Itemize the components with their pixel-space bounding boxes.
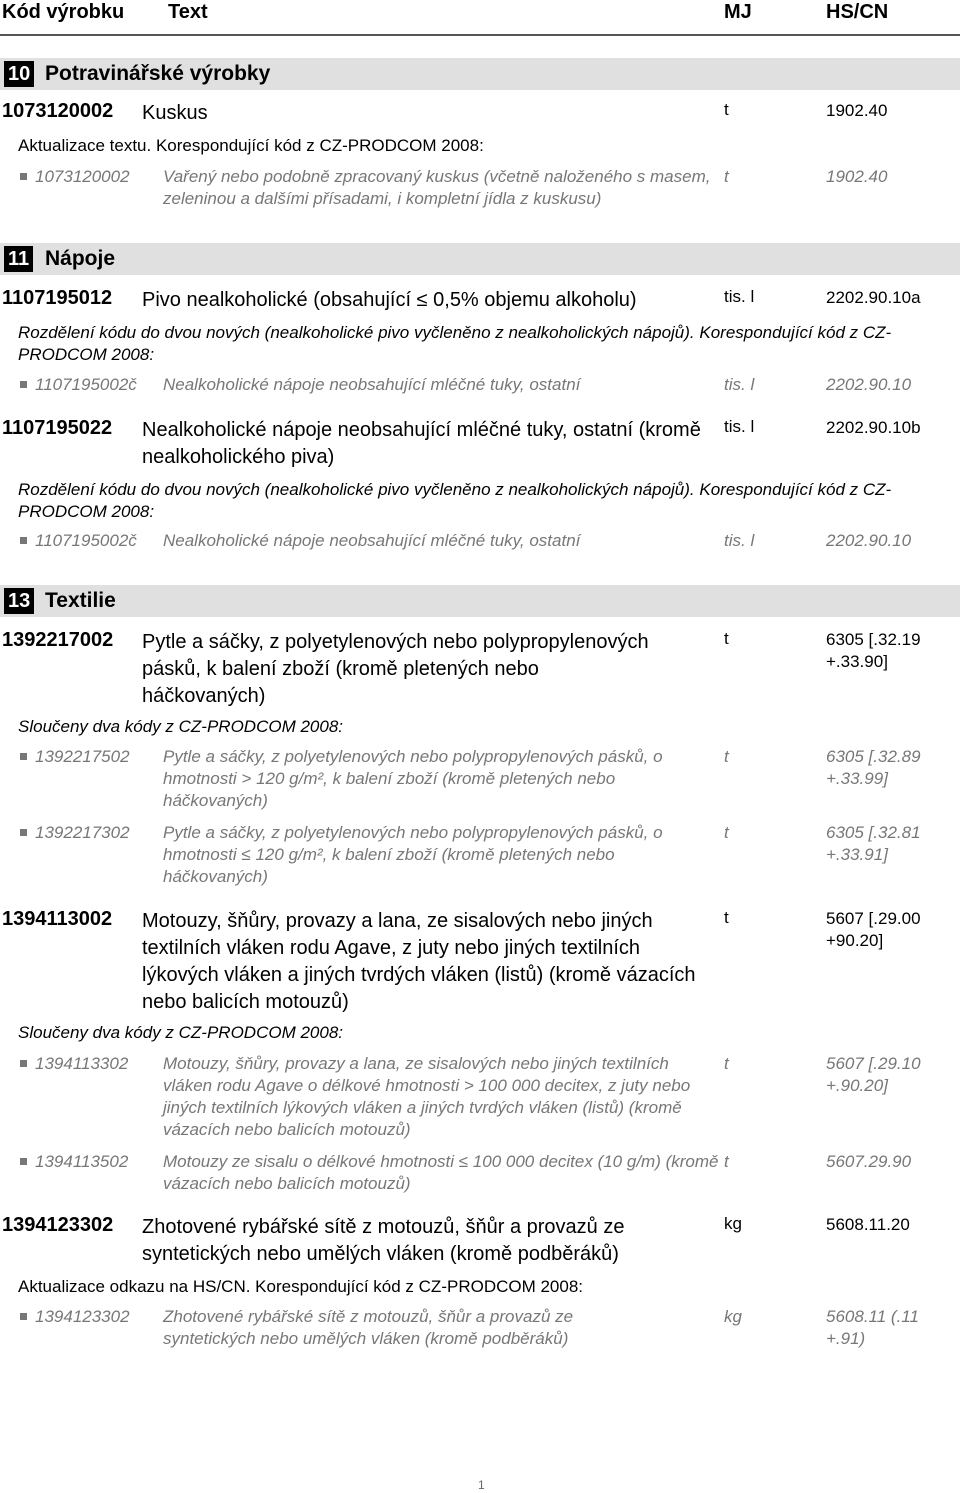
- bullet-icon: [20, 829, 27, 836]
- product-mj: t: [724, 100, 729, 119]
- sub-code: 1392217302: [35, 823, 130, 842]
- sub-mj: t: [724, 1054, 729, 1073]
- sub-mj: kg: [724, 1307, 742, 1326]
- sub-mj: tis. l: [724, 375, 755, 394]
- product-note: Sloučeny dva kódy z CZ-PRODCOM 2008:: [18, 1023, 344, 1042]
- sub-text: Motouzy, šňůry, provazy a lana, ze sisalových nebo jiných textilních vláken rodu Agave o délkové hmotnosti > 100 000 decitex, z juty nebo jiných textilních lýkových vláken a jiných tvrdých vláken (listů) (kromě vázacích nebo balicích motouzů): [163, 1054, 691, 1139]
- sub-code: 1107195002č: [35, 531, 137, 550]
- header-hs: HS/CN: [826, 1, 889, 23]
- section-heading: [0, 58, 960, 90]
- sub-code: 1394113302: [35, 1054, 129, 1073]
- product-code: 1394113002: [2, 908, 113, 930]
- bullet-icon: [20, 173, 27, 180]
- bullet-icon: [20, 1313, 27, 1320]
- sub-hs: 5607 [.29.10 +.90.20]: [826, 1054, 921, 1095]
- section-heading: [0, 243, 960, 275]
- sub-hs: 6305 [.32.89 +.33.99]: [826, 747, 921, 788]
- product-mj: t: [724, 629, 729, 648]
- product-mj: tis. l: [724, 287, 755, 306]
- sub-mj: tis. l: [724, 531, 755, 550]
- section-title: Nápoje: [45, 247, 116, 270]
- sub-code: 1073120002: [35, 167, 130, 186]
- bullet-icon: [20, 381, 27, 388]
- product-text: Motouzy, šňůry, provazy a lana, ze sisalových nebo jiných textilních vláken rodu Agave, z juty nebo jiných textilních lýkových vláken a jiných tvrdých vláken (listů) (kromě vázacích nebo balicích motouzů): [142, 910, 696, 1013]
- section-title: Textilie: [45, 589, 116, 612]
- header-code: Kód výrobku: [2, 1, 125, 23]
- product-hs: 5607 [.29.00 +90.20]: [826, 909, 921, 950]
- product-note: Sloučeny dva kódy z CZ-PRODCOM 2008:: [18, 717, 344, 736]
- sub-code: 1392217502: [35, 747, 130, 766]
- product-text: Nealkoholické nápoje neobsahující mléčné tuky, ostatní (kromě nealkoholického piva): [142, 419, 701, 468]
- product-mj: kg: [724, 1214, 742, 1233]
- product-note: Rozdělení kódu do dvou nových (nealkoholické pivo vyčleněno z nealkoholických nápojů). Korespondující kód z CZ-PRODCOM 2008:: [18, 480, 892, 521]
- product-code: 1107195012: [2, 287, 113, 309]
- sub-text: Nealkoholické nápoje neobsahující mléčné tuky, ostatní: [163, 375, 581, 394]
- product-code: 1394123302: [2, 1214, 114, 1236]
- section-number: 10: [4, 61, 34, 87]
- sub-text: Zhotovené rybářské sítě z motouzů, šňůr a provazů ze syntetických nebo umělých vláken (kromě podběráků): [163, 1307, 574, 1348]
- product-code: 1073120002: [2, 100, 114, 122]
- sub-hs: 2202.90.10: [826, 375, 912, 394]
- section-number: 13: [4, 588, 34, 614]
- sub-text: Motouzy ze sisalu o délkové hmotnosti ≤ 100 000 decitex (10 g/m) (kromě vázacích nebo balicích motouzů): [163, 1152, 719, 1193]
- product-hs: 6305 [.32.19 +.33.90]: [826, 630, 921, 671]
- product-text: Kuskus: [142, 102, 208, 124]
- sub-code: 1394123302: [35, 1307, 130, 1326]
- product-mj: t: [724, 908, 729, 927]
- product-text: Zhotovené rybářské sítě z motouzů, šňůr a provazů ze syntetických nebo umělých vláken (kromě podběráků): [142, 1216, 625, 1265]
- header-text: Text: [168, 1, 208, 23]
- sub-text: Vařený nebo podobně zpracovaný kuskus (včetně naloženého s masem, zeleninou a dalšími přísadami, i kompletní jídla z kuskusu): [163, 167, 711, 208]
- bullet-icon: [20, 537, 27, 544]
- sub-mj: t: [724, 747, 729, 766]
- sub-hs: 2202.90.10: [826, 531, 912, 550]
- product-note: Aktualizace textu. Korespondující kód z CZ-PRODCOM 2008:: [18, 136, 484, 155]
- product-code: 1107195022: [2, 417, 113, 439]
- bullet-icon: [20, 753, 27, 760]
- product-text: Pytle a sáčky, z polyetylenových nebo polypropylenových pásků, k balení zboží (kromě pletených nebo háčkovaných): [142, 631, 649, 707]
- header-divider: [0, 34, 960, 36]
- table-header: [0, 0, 960, 30]
- sub-text: Pytle a sáčky, z polyetylenových nebo polypropylenových pásků, o hmotnosti > 120 g/m², k balení zboží (kromě pletených nebo háčkovaných): [163, 747, 663, 810]
- sub-hs: 1902.40: [826, 167, 888, 186]
- bullet-icon: [20, 1158, 27, 1165]
- product-note: Aktualizace odkazu na HS/CN. Korespondující kód z CZ-PRODCOM 2008:: [18, 1277, 584, 1296]
- product-hs: 5608.11.20: [826, 1215, 910, 1234]
- sub-mj: t: [724, 1152, 729, 1171]
- product-note: Rozdělení kódu do dvou nových (nealkoholické pivo vyčleněno z nealkoholických nápojů). Korespondující kód z CZ-PRODCOM 2008:: [18, 323, 892, 364]
- bullet-icon: [20, 1060, 27, 1067]
- product-hs: 2202.90.10b: [826, 418, 921, 437]
- sub-hs: 6305 [.32.81 +.33.91]: [826, 823, 921, 864]
- sub-hs: 5607.29.90: [826, 1152, 912, 1171]
- product-hs: 1902.40: [826, 101, 888, 120]
- section-number: 11: [4, 246, 33, 272]
- sub-text: Pytle a sáčky, z polyetylenových nebo polypropylenových pásků, o hmotnosti ≤ 120 g/m², k balení zboží (kromě pletených nebo háčkovaných): [163, 823, 663, 886]
- page-number: 1: [478, 1478, 485, 1492]
- sub-text: Nealkoholické nápoje neobsahující mléčné tuky, ostatní: [163, 531, 581, 550]
- sub-mj: t: [724, 167, 729, 186]
- product-code: 1392217002: [2, 629, 114, 651]
- sub-code: 1394113502: [35, 1152, 129, 1171]
- section-heading: [0, 585, 960, 617]
- section-title: Potravinářské výrobky: [45, 62, 271, 85]
- sub-hs: 5608.11 (.11 +.91): [826, 1307, 919, 1348]
- product-hs: 2202.90.10a: [826, 288, 921, 307]
- header-mj: MJ: [724, 1, 752, 23]
- product-mj: tis. l: [724, 417, 755, 436]
- product-text: Pivo nealkoholické (obsahující ≤ 0,5% objemu alkoholu): [142, 289, 637, 311]
- sub-mj: t: [724, 823, 729, 842]
- sub-code: 1107195002č: [35, 375, 137, 394]
